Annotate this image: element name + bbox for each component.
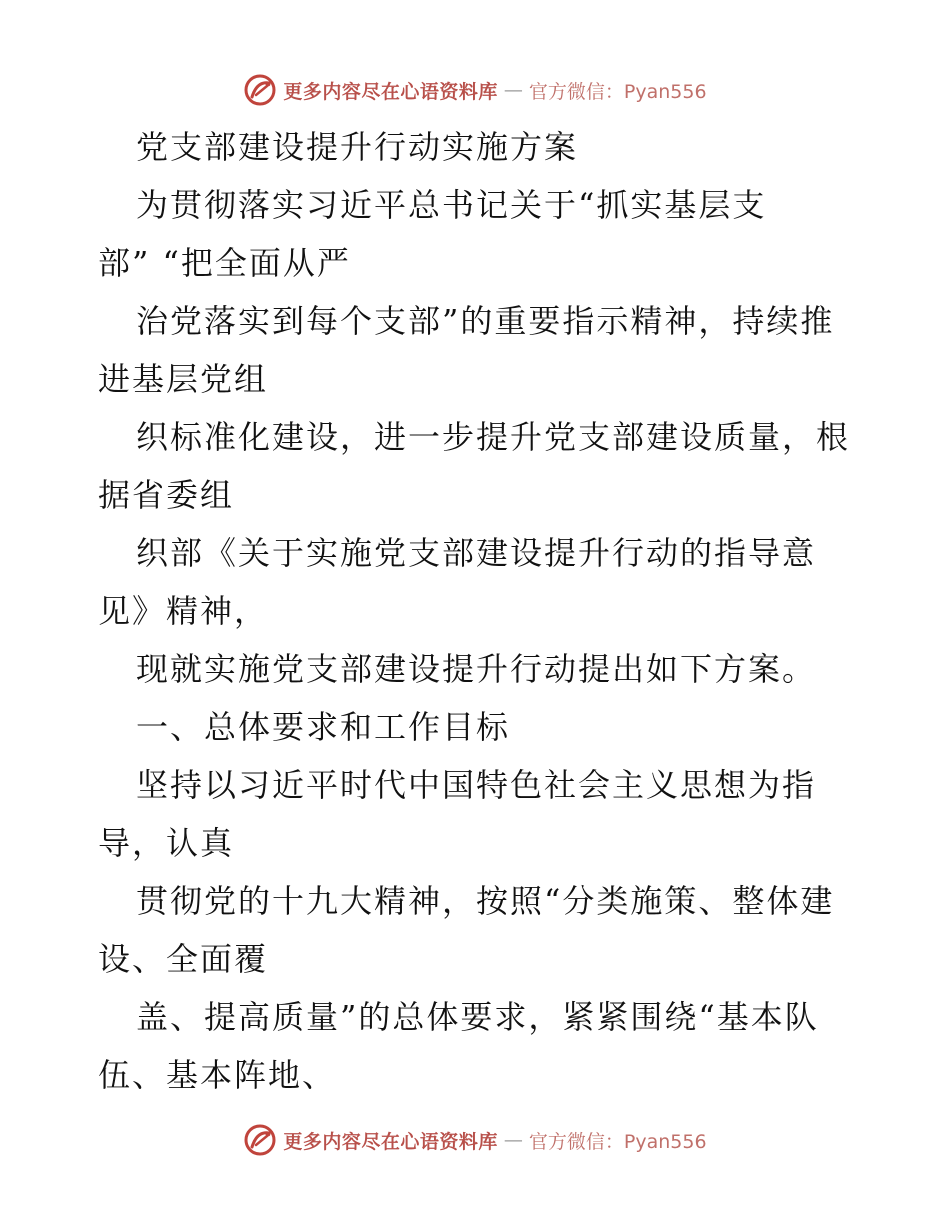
logo-icon [243, 73, 277, 107]
watermark-site-text: 更多内容尽在心语资料库 [283, 80, 498, 103]
text-line: 部” “把全面从严 [98, 244, 351, 282]
text-line: 织部《关于实施党支部建设提升行动的指导意 [136, 534, 817, 572]
header-watermark [0, 70, 950, 110]
text-line: 为贯彻落实习近平总书记关于“抓实基层支 [136, 186, 767, 224]
watermark-site-text: 更多内容尽在心语资料库 [283, 1130, 498, 1153]
watermark-contact-text: 官方微信：Pyan556 [528, 1130, 707, 1153]
text-line: 贯彻党的十九大精神，按照“分类施策、整体建 [136, 882, 835, 920]
text-line: 坚持以习近平时代中国特色社会主义思想为指 [136, 766, 817, 804]
section-heading: 一、总体要求和工作目标 [136, 708, 511, 746]
text-line: 导，认真 [98, 824, 235, 862]
watermark-group [243, 73, 706, 107]
text-line: 设、全面覆 [98, 940, 269, 978]
logo-icon [243, 1123, 277, 1157]
text-line: 治党落实到每个支部”的重要指示精神，持续推 [136, 302, 835, 340]
watermark-separator: — [503, 79, 523, 101]
text-line: 伍、基本阵地、 [98, 1056, 337, 1094]
text-line: 据省委组 [98, 476, 235, 514]
watermark-contact-text: 官方微信：Pyan556 [528, 80, 707, 103]
text-line: 进基层党组 [98, 360, 269, 398]
watermark-separator: — [503, 1129, 523, 1151]
text-line: 见》精神， [98, 592, 269, 630]
text-line: 织标准化建设，进一步提升党支部建设质量，根 [136, 418, 851, 456]
text-line: 盖、提高质量”的总体要求，紧紧围绕“基本队 [136, 998, 819, 1036]
footer-watermark [0, 1120, 950, 1160]
watermark-group [243, 1123, 706, 1157]
document-title: 党支部建设提升行动实施方案 [136, 128, 579, 166]
text-line: 现就实施党支部建设提升行动提出如下方案。 [136, 650, 817, 688]
document-body [98, 118, 868, 1104]
